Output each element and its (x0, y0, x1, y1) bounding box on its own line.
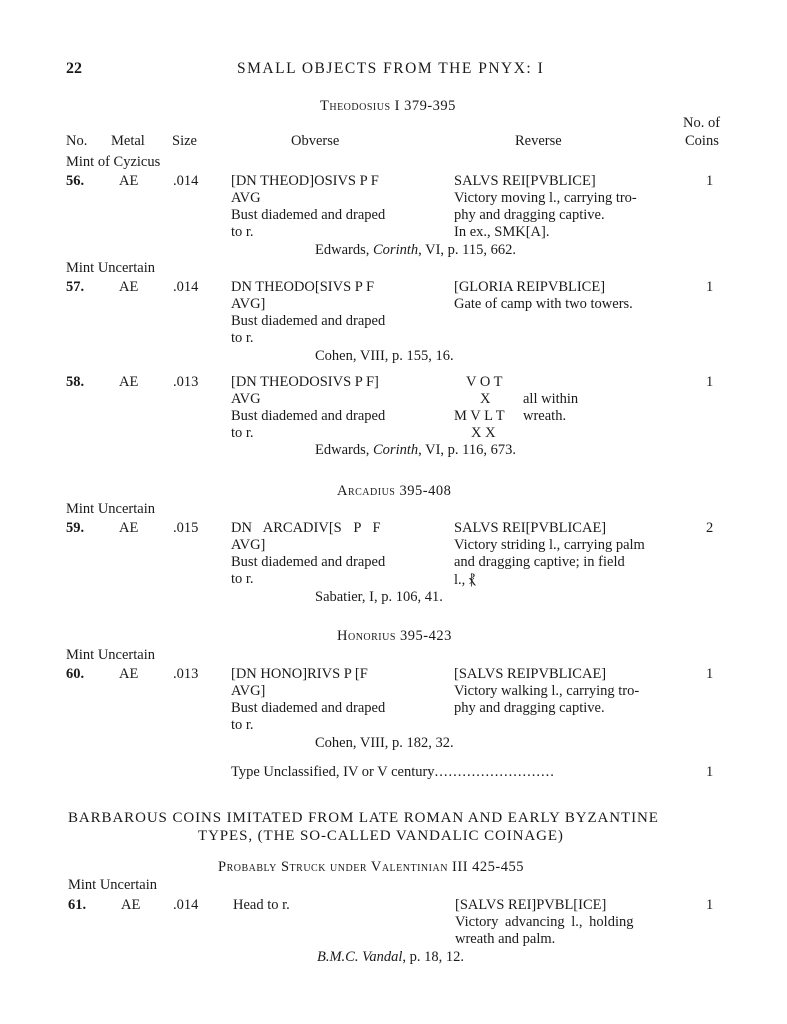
entry-obverse-desc: Bust diademed and draped (231, 700, 386, 716)
mint-label: Mint Uncertain (66, 501, 155, 517)
entry-number: 60. (66, 666, 85, 682)
entry-obverse-desc-cont: to r. (231, 425, 254, 441)
entry-number: 57. (66, 279, 85, 295)
entry-coin-count: 1 (706, 279, 714, 295)
entry-size: .015 (173, 520, 199, 536)
entry-obverse-desc: Head to r. (233, 897, 290, 913)
entry-number: 61. (68, 897, 87, 913)
entry-obverse-desc-cont: to r. (231, 571, 254, 587)
entry-coin-count: 2 (706, 520, 714, 536)
reverse-desc-wreath: wreath. (523, 408, 567, 424)
entry-size: .014 (173, 897, 199, 913)
mint-label: Mint Uncertain (66, 647, 155, 663)
entry-number: 58. (66, 374, 85, 390)
entry-number: 59. (66, 520, 85, 536)
entry-reverse-field: l., ⳩ (454, 572, 475, 588)
entry-metal: AE (119, 520, 139, 536)
entry-size: .014 (173, 173, 199, 189)
entry-obverse-desc: Bust diademed and draped (231, 313, 386, 329)
entry-reference: Edwards, Corinth, VI, p. 116, 673. (315, 442, 516, 458)
running-title: SMALL OBJECTS FROM THE PNYX: I (237, 60, 545, 77)
entry-obverse-legend: [DN HONO]RIVS P [F (231, 666, 368, 682)
entry-obverse-desc: Bust diademed and draped (231, 207, 386, 223)
section-heading-theodosius: Theodosius I 379-395 (320, 98, 456, 114)
entry-reference: Sabatier, I, p. 106, 41. (315, 589, 443, 605)
barbarous-title-line1: BARBAROUS COINS IMITATED FROM LATE ROMAN AND EARLY BYZANTINE (68, 810, 659, 826)
reverse-desc-within: all within (523, 391, 579, 407)
entry-obverse-legend-cont: AVG] (231, 296, 266, 312)
entry-coin-count: 1 (706, 897, 714, 913)
entry-obverse-desc-cont: to r. (231, 224, 254, 240)
entry-reverse-desc: Victory walking l., carrying tro- (454, 683, 640, 699)
col-reverse: Reverse (515, 133, 562, 149)
entry-reverse-desc-cont: and dragging captive; in field (454, 554, 625, 570)
entry-coin-count: 1 (706, 374, 714, 390)
entry-obverse-legend: [DN THEOD]OSIVS P F (231, 173, 379, 189)
entry-metal: AE (119, 173, 139, 189)
entry-obverse-desc: Bust diademed and draped (231, 408, 386, 424)
section-heading-arcadius: Arcadius 395-408 (337, 483, 452, 499)
entry-metal: AE (121, 897, 141, 913)
entry-obverse-legend-cont: AVG] (231, 683, 266, 699)
entry-coin-count: 1 (706, 666, 714, 682)
entry-reference: Edwards, Corinth, VI, p. 115, 662. (315, 242, 516, 258)
entry-reverse-desc: Victory striding l., carrying palm (454, 537, 645, 553)
section-heading-valentinian: Probably Struck under Valentinian III 425-455 (218, 859, 524, 875)
col-obverse: Obverse (291, 133, 340, 149)
reverse-inscription-xx: X X (471, 425, 496, 441)
col-coins-line2: Coins (685, 133, 719, 149)
entry-obverse-legend: DN ARCADIV[S P F (231, 520, 381, 536)
mint-label: Mint Uncertain (66, 260, 155, 276)
col-no: No. (66, 133, 88, 149)
page-number: 22 (66, 60, 82, 77)
entry-reverse-desc-cont: phy and dragging captive. (454, 700, 605, 716)
entry-metal: AE (119, 666, 139, 682)
reverse-inscription-vot: V O T (466, 374, 503, 390)
unclassified-coin-count: 1 (706, 764, 714, 780)
col-metal: Metal (111, 133, 145, 149)
reverse-inscription-mvlt: M V L T (454, 408, 505, 424)
entry-size: .014 (173, 279, 199, 295)
entry-reverse-desc: Victory moving l., carrying tro- (454, 190, 637, 206)
entry-reverse-desc-cont: wreath and palm. (455, 931, 556, 947)
entry-obverse-legend: DN THEODO[SIVS P F (231, 279, 375, 295)
entry-obverse-legend-cont: AVG (231, 391, 261, 407)
entry-size: .013 (173, 374, 199, 390)
entry-reference: Cohen, VIII, p. 155, 16. (315, 348, 454, 364)
entry-reverse-legend: [SALVS REI]PVBL[ICE] (455, 897, 607, 913)
entry-reference: Cohen, VIII, p. 182, 32. (315, 735, 454, 751)
entry-reverse-exergue: In ex., SMK[A]. (454, 224, 550, 240)
entry-obverse-legend-cont: AVG] (231, 537, 266, 553)
entry-metal: AE (119, 279, 139, 295)
barbarous-title-line2: TYPES, (THE SO-CALLED VANDALIC COINAGE) (198, 828, 564, 844)
entry-coin-count: 1 (706, 173, 714, 189)
entry-reverse-desc-cont: phy and dragging captive. (454, 207, 605, 223)
reverse-inscription-x: X (480, 391, 491, 407)
entry-obverse-legend: [DN THEODOSIVS P F] (231, 374, 379, 390)
entry-obverse-desc-cont: to r. (231, 717, 254, 733)
entry-reverse-legend: SALVS REI[PVBLICAE] (454, 520, 607, 536)
entry-reverse-desc: Gate of camp with two towers. (454, 296, 633, 312)
staurogram-symbol: ⳩ (468, 572, 475, 587)
entry-metal: AE (119, 374, 139, 390)
mint-label: Mint of Cyzicus (66, 154, 161, 170)
entry-obverse-desc: Bust diademed and draped (231, 554, 386, 570)
section-heading-honorius: Honorius 395-423 (337, 628, 452, 644)
entry-size: .013 (173, 666, 199, 682)
mint-label: Mint Uncertain (68, 877, 157, 893)
entry-reference: B.M.C. Vandal, p. 18, 12. (317, 949, 465, 965)
entry-reverse-desc: Victory advancing l., holding (455, 914, 634, 930)
col-coins-line1: No. of (683, 115, 721, 131)
entry-obverse-legend-cont: AVG (231, 190, 261, 206)
entry-reverse-legend: [SALVS REIPVBLICAE] (454, 666, 607, 682)
entry-reverse-legend: [GLORIA REIPVBLICE] (454, 279, 606, 295)
entry-number: 56. (66, 173, 85, 189)
entry-obverse-desc-cont: to r. (231, 330, 254, 346)
col-size: Size (172, 133, 197, 149)
unclassified-type: Type Unclassified, IV or V century.......................... (231, 764, 555, 780)
entry-reverse-legend: SALVS REI[PVBLICE] (454, 173, 596, 189)
